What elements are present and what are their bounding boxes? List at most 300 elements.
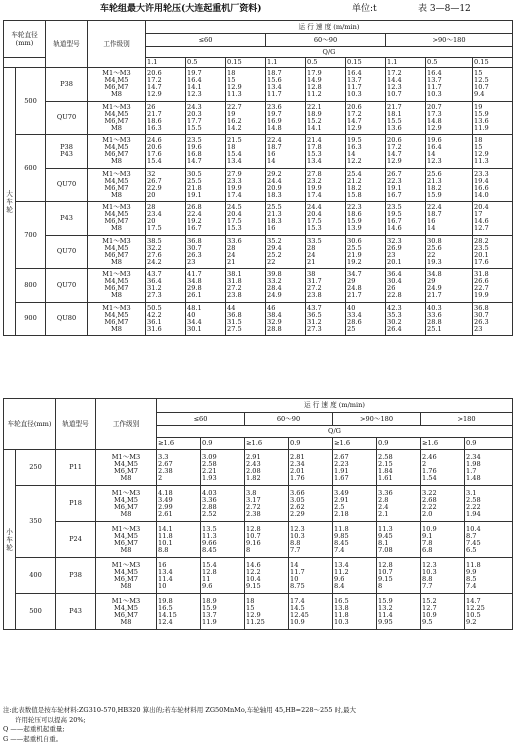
cell-line: 26 (387, 284, 396, 293)
cell-line: M4,M5 (104, 76, 129, 85)
cell-line: M8 (111, 157, 122, 166)
cell-line: 11.4 (378, 610, 393, 619)
cell-line: 12.9 (347, 123, 362, 132)
cell-line: M6,M7 (114, 538, 138, 547)
value-cell (377, 558, 421, 594)
cell-line: M8 (111, 324, 122, 333)
header-rail-type: 轨道型号 (56, 399, 96, 450)
cell-line: 18.2 (427, 183, 442, 192)
cell-line: 26.4 (387, 324, 402, 333)
cell-line: 31.7 (307, 277, 322, 286)
value-cell (226, 101, 266, 135)
cell-line: M6,M7 (104, 183, 129, 192)
cell-line: 12.7 (474, 224, 489, 233)
cell-line: 30.7 (187, 243, 202, 252)
cell-line: M4,M5 (104, 109, 129, 118)
cell-line: 31.2 (147, 284, 162, 293)
header-speed: 运 行 速 度 (m/min) (157, 399, 513, 413)
cell-line: 8.4 (334, 581, 345, 590)
cell-line: M8 (120, 545, 132, 554)
table-row (4, 302, 513, 336)
cell-line: 15 (474, 143, 483, 152)
work-class (96, 486, 157, 522)
cell-line: 2.58 (378, 452, 393, 461)
cell-line: 23.5 (474, 243, 489, 252)
rail-type (56, 594, 96, 630)
unit-label: 单位:t (352, 4, 377, 14)
value-cell (289, 450, 333, 486)
cell-line: 24.2 (147, 257, 162, 266)
cell-line: 10.1 (158, 538, 173, 547)
cell-line: 12.8 (378, 560, 393, 569)
cell-line: 23.5 (387, 203, 402, 212)
value-cell (186, 135, 226, 169)
cell-line: P38 (60, 79, 73, 88)
cell-line: 23.3 (227, 176, 242, 185)
cell-line: 10.3 (427, 90, 442, 99)
cell-line: 2.91 (334, 495, 349, 504)
work-class (88, 135, 146, 169)
header-qg: Q/G (157, 426, 513, 438)
cell-line: 2.61 (158, 509, 173, 518)
cell-line: 36.4 (147, 277, 162, 286)
wheel-diameter: 250 (16, 450, 56, 486)
cell-line: 16.7 (387, 217, 402, 226)
value-cell (226, 269, 266, 303)
cell-line: 29.2 (267, 169, 282, 178)
cell-line: 18.6 (347, 210, 362, 219)
cell-line: 41.7 (187, 270, 202, 279)
value-cell (421, 486, 465, 522)
cell-line: 22.3 (387, 176, 402, 185)
cell-line: 22.8 (387, 291, 402, 300)
cell-line: 15.3 (307, 224, 322, 233)
cell-line: 25.5 (347, 243, 362, 252)
cell-line: 8.45 (334, 538, 349, 547)
cell-line: 11 (202, 574, 211, 583)
cell-line: 15.9 (202, 603, 217, 612)
cell-line: M1～M3 (102, 303, 131, 312)
cell-line: 2.58 (466, 495, 481, 504)
cell-line: 2.67 (334, 452, 349, 461)
cell-line: 24 (307, 250, 316, 259)
cell-line: 19.4 (474, 176, 489, 185)
cell-line: 2.08 (246, 466, 261, 475)
cell-line: 14.6 (474, 217, 489, 226)
cell-line: 34.4 (187, 317, 202, 326)
cell-line: 18.7 (267, 69, 282, 78)
value-cell (421, 558, 465, 594)
cell-line: 30.7 (474, 310, 489, 319)
cell-line: 24.9 (267, 291, 282, 300)
qg-ratio: 0.15 (346, 58, 386, 68)
cell-line: 14.5 (290, 603, 305, 612)
work-class (88, 101, 146, 135)
wheel-diameter: 700 (16, 202, 46, 269)
cell-line: M8 (120, 509, 132, 518)
cell-line: 15.2 (422, 596, 437, 605)
cell-line: 9.4 (474, 90, 485, 99)
cell-line: 20.6 (347, 102, 362, 111)
cell-line: 2.81 (290, 452, 305, 461)
cell-line: 2.38 (158, 466, 173, 475)
cell-line: 20.1 (387, 257, 402, 266)
work-class (96, 558, 157, 594)
cell-line: 6.5 (466, 545, 477, 554)
cell-line: 22 (267, 257, 276, 266)
cell-line: 32 (147, 169, 156, 178)
table-row (4, 594, 513, 630)
cell-line: 2.22 (422, 502, 437, 511)
speed-range: >90～180 (386, 34, 513, 47)
value-cell (186, 269, 226, 303)
cell-line: 23.8 (307, 291, 322, 300)
cell-line: 14.1 (187, 83, 202, 92)
page-title: 车轮组最大许用轮压(大连起重机厂资料) (100, 4, 262, 14)
cell-line: QU70 (56, 113, 77, 122)
cell-line: 21.8 (187, 183, 202, 192)
cell-line: 27.5 (227, 324, 242, 333)
qg-ratio: 0.5 (306, 58, 346, 68)
cell-line: 9.15 (246, 581, 261, 590)
cell-line: 2.23 (334, 459, 349, 468)
value-cell (157, 522, 201, 558)
cell-line: 28.2 (474, 236, 489, 245)
cell-line: 9.9 (466, 567, 477, 576)
cell-line: 11.2 (307, 90, 322, 99)
cell-line: 43.7 (147, 270, 162, 279)
value-cell (426, 269, 473, 303)
large-wheel-table (3, 20, 513, 336)
cell-line: 24 (227, 250, 236, 259)
cell-line: 19.7 (267, 109, 282, 118)
cell-line: 27.6 (147, 250, 162, 259)
cell-line: 7.7 (422, 581, 433, 590)
value-cell (346, 269, 386, 303)
cell-line: 14 (347, 150, 356, 159)
cell-line: 36.8 (474, 303, 489, 312)
cell-line: 2.21 (202, 466, 217, 475)
value-cell (426, 302, 473, 336)
cell-line: M4,M5 (114, 567, 138, 576)
cell-line: 22.9 (147, 183, 162, 192)
cell-line: 21.3 (267, 210, 282, 219)
cell-line: M8 (111, 90, 122, 99)
cell-line: M4,M5 (104, 310, 129, 319)
cell-line: P11 (69, 463, 82, 471)
cell-line: P38 (60, 143, 73, 152)
cell-line: 25.6 (427, 169, 442, 178)
cell-line: 16.7 (187, 224, 202, 233)
cell-line: M1～M3 (102, 102, 131, 111)
value-cell (289, 594, 333, 630)
cell-line: 13.2 (378, 603, 393, 612)
qg-ratio: 0.9 (377, 438, 421, 450)
header-speed: 运 行 速 度 (m/min) (146, 21, 513, 34)
cell-line: 17.9 (307, 69, 322, 78)
cell-line: 3.17 (246, 495, 261, 504)
cell-line: 14.6 (246, 560, 261, 569)
cell-line: 10.9 (422, 610, 437, 619)
cell-line: 15.9 (474, 109, 489, 118)
cell-line: 12.9 (427, 123, 442, 132)
cell-line: 16 (267, 224, 276, 233)
cell-line: 10 (290, 574, 299, 583)
cell-line: 20.4 (227, 210, 242, 219)
cell-line: 12.3 (290, 524, 305, 533)
cell-line: 18.2 (347, 183, 362, 192)
cell-line: 20.6 (387, 136, 402, 145)
value-cell (465, 558, 513, 594)
cell-line: 30.4 (387, 277, 402, 286)
cell-line: 13.7 (427, 76, 442, 85)
cell-line: 18 (246, 596, 255, 605)
cell-line: 7.8 (422, 538, 433, 547)
cell-line: 38.4 (267, 310, 282, 319)
value-cell (346, 68, 386, 102)
cell-line: M4,M5 (104, 143, 129, 152)
value-cell (266, 302, 306, 336)
cell-line: 16.5 (158, 603, 173, 612)
qg-ratio: 1.1 (266, 58, 306, 68)
cell-line: 17.4 (227, 190, 242, 199)
cell-line: 15.8 (347, 190, 362, 199)
cell-line: 31.6 (147, 324, 162, 333)
cell-line: 31.5 (227, 317, 242, 326)
value-cell (386, 202, 426, 236)
value-cell (426, 235, 473, 269)
cell-line: 16.9 (267, 116, 282, 125)
value-cell (226, 202, 266, 236)
cell-line: 7.7 (290, 545, 301, 554)
cell-line: M6,M7 (114, 574, 138, 583)
cell-line: 2.29 (290, 509, 305, 518)
value-cell (289, 486, 333, 522)
value-cell (306, 135, 346, 169)
cell-line: 10 (158, 581, 167, 590)
cell-line: 16 (427, 217, 436, 226)
cell-line: 14.7 (466, 596, 481, 605)
cell-line: 25.1 (427, 324, 442, 333)
cell-line: M4,M5 (104, 210, 129, 219)
cell-line: 13.8 (334, 603, 349, 612)
cell-line: 3.49 (334, 488, 349, 497)
cell-line: 14.0 (474, 190, 489, 199)
cell-line: 10.7 (246, 531, 261, 540)
table-row (4, 486, 513, 522)
cell-line: 12.3 (422, 560, 437, 569)
value-cell (421, 594, 465, 630)
value-cell (426, 135, 473, 169)
cell-line: M1～M3 (111, 560, 141, 569)
cell-line: 17.5 (227, 217, 242, 226)
value-cell (157, 594, 201, 630)
cell-line: 17.5 (147, 224, 162, 233)
header-work-class: 工作级别 (88, 21, 146, 68)
rail-type (56, 522, 96, 558)
cell-line: 36.1 (147, 317, 162, 326)
wheel-diameter: 500 (16, 68, 46, 135)
cell-line: M8 (111, 257, 122, 266)
table-row (4, 269, 513, 303)
cell-line: 11.4 (158, 574, 173, 583)
cell-line: 12.25 (466, 603, 485, 612)
cell-line: 18 (227, 143, 236, 152)
value-cell (289, 558, 333, 594)
table-row (4, 168, 513, 202)
cell-line: 15 (474, 69, 483, 78)
cell-line: 26 (147, 102, 156, 111)
work-class (96, 594, 157, 630)
value-cell (146, 135, 186, 169)
cell-line: 17.5 (307, 217, 322, 226)
cell-line: 26.7 (147, 176, 162, 185)
cell-line: 11.25 (246, 617, 265, 626)
speed-range: >180 (421, 413, 513, 426)
cell-line: 46 (267, 303, 276, 312)
value-cell (426, 101, 473, 135)
cell-line: 20.4 (474, 203, 489, 212)
value-cell (465, 594, 513, 630)
speed-range: 60～90 (245, 413, 333, 426)
value-cell (473, 168, 513, 202)
table-row (4, 68, 513, 102)
work-class (96, 522, 157, 558)
work-class (88, 202, 146, 236)
cell-line: 9.95 (378, 617, 393, 626)
cell-line: M1～M3 (102, 136, 131, 145)
cell-line: 18.3 (267, 190, 282, 199)
cell-line: 36.5 (307, 310, 322, 319)
cell-line: 27.9 (227, 169, 242, 178)
cell-line: 29 (427, 277, 436, 286)
cell-line: M8 (120, 617, 132, 626)
cell-line: 21.7 (387, 102, 402, 111)
cell-line: 8.1 (378, 538, 389, 547)
cell-line: 18.1 (387, 109, 402, 118)
cell-line: 1.76 (290, 473, 305, 482)
table-row (4, 522, 513, 558)
cell-line: 11.8 (334, 610, 349, 619)
value-cell (146, 202, 186, 236)
cell-line: 27.3 (307, 324, 322, 333)
value-cell (386, 68, 426, 102)
cell-line: 18 (474, 136, 483, 145)
cell-line: 2.15 (378, 459, 393, 468)
value-cell (201, 558, 245, 594)
cell-line: 14.1 (307, 123, 322, 132)
cell-line: QU70 (56, 247, 77, 256)
cell-line: 16.4 (427, 143, 442, 152)
cell-line: 36.8 (227, 310, 242, 319)
wheel-diameter: 900 (16, 302, 46, 336)
cell-line: 12.45 (290, 610, 309, 619)
cell-line: 19.6 (427, 136, 442, 145)
cell-line: 15.6 (267, 76, 282, 85)
cell-line: 25 (347, 324, 356, 333)
cell-line: 9.16 (246, 538, 261, 547)
cell-line: QU70 (56, 280, 77, 289)
cell-line: 10.3 (422, 567, 437, 576)
value-cell (306, 269, 346, 303)
cell-line: 24.8 (347, 284, 362, 293)
cell-line: 11.7 (427, 83, 442, 92)
cell-line: M1～M3 (102, 203, 131, 212)
cell-line: 1.91 (334, 466, 349, 475)
cell-line: 23 (474, 324, 483, 333)
speed-range: 60～90 (266, 34, 386, 47)
cell-line: M6,M7 (114, 466, 138, 475)
header-blank (4, 58, 46, 68)
value-cell (266, 101, 306, 135)
cell-line: M4,M5 (114, 531, 138, 540)
cell-line: 2.22 (466, 502, 481, 511)
cell-line: 19.1 (187, 190, 202, 199)
cell-line: 16.5 (334, 596, 349, 605)
cell-line: 14.7 (147, 83, 162, 92)
table-row (4, 450, 513, 486)
value-cell (333, 594, 377, 630)
cell-line: 35.2 (267, 236, 282, 245)
cell-line: 33.4 (347, 310, 362, 319)
cell-line: 25.5 (187, 176, 202, 185)
cell-line: 9.6 (202, 581, 213, 590)
cell-line: 1.61 (378, 473, 393, 482)
cell-line: 7.45 (466, 538, 481, 547)
wheel-diameter: 400 (16, 558, 56, 594)
value-cell (289, 522, 333, 558)
cell-line: 14.6 (387, 224, 402, 233)
value-cell (201, 594, 245, 630)
cell-line: 14.2 (227, 123, 242, 132)
value-cell (421, 522, 465, 558)
wheel-diameter: 350 (16, 486, 56, 558)
cell-line: 30.5 (187, 169, 202, 178)
cell-line: 8.7 (466, 531, 477, 540)
cell-line: 23.8 (227, 291, 242, 300)
value-cell (146, 68, 186, 102)
cell-line: 2.91 (246, 452, 261, 461)
cell-line: 12.9 (387, 157, 402, 166)
qg-ratio: 1.1 (386, 58, 426, 68)
cell-line: 10.4 (246, 574, 261, 583)
cell-line: 8.45 (202, 545, 217, 554)
cell-line: 38.5 (147, 236, 162, 245)
cell-line: 1.7 (466, 466, 477, 475)
qg-ratio: ≥1.6 (421, 438, 465, 450)
cell-line: 28 (227, 243, 236, 252)
cell-line: 14.7 (187, 157, 202, 166)
cell-line: 28 (307, 243, 316, 252)
qg-ratio: 0.15 (473, 58, 513, 68)
cell-line: 14.7 (347, 116, 362, 125)
footnote-line: 许用轮压可以提高 20%; (15, 715, 86, 724)
speed-range: ≤60 (157, 413, 245, 426)
cell-line: 17.8 (307, 143, 322, 152)
cell-line: 17.4 (307, 190, 322, 199)
cell-line: 2.38 (246, 509, 261, 518)
value-cell (306, 101, 346, 135)
cell-line: M1～M3 (102, 169, 131, 178)
cell-line: 2.18 (334, 509, 349, 518)
rail-type (56, 558, 96, 594)
cell-line: 12.2 (246, 567, 261, 576)
cell-line: 24.4 (307, 203, 322, 212)
cell-line: M8 (120, 473, 132, 482)
cell-line: 20.3 (187, 109, 202, 118)
value-cell (186, 235, 226, 269)
value-cell (386, 168, 426, 202)
